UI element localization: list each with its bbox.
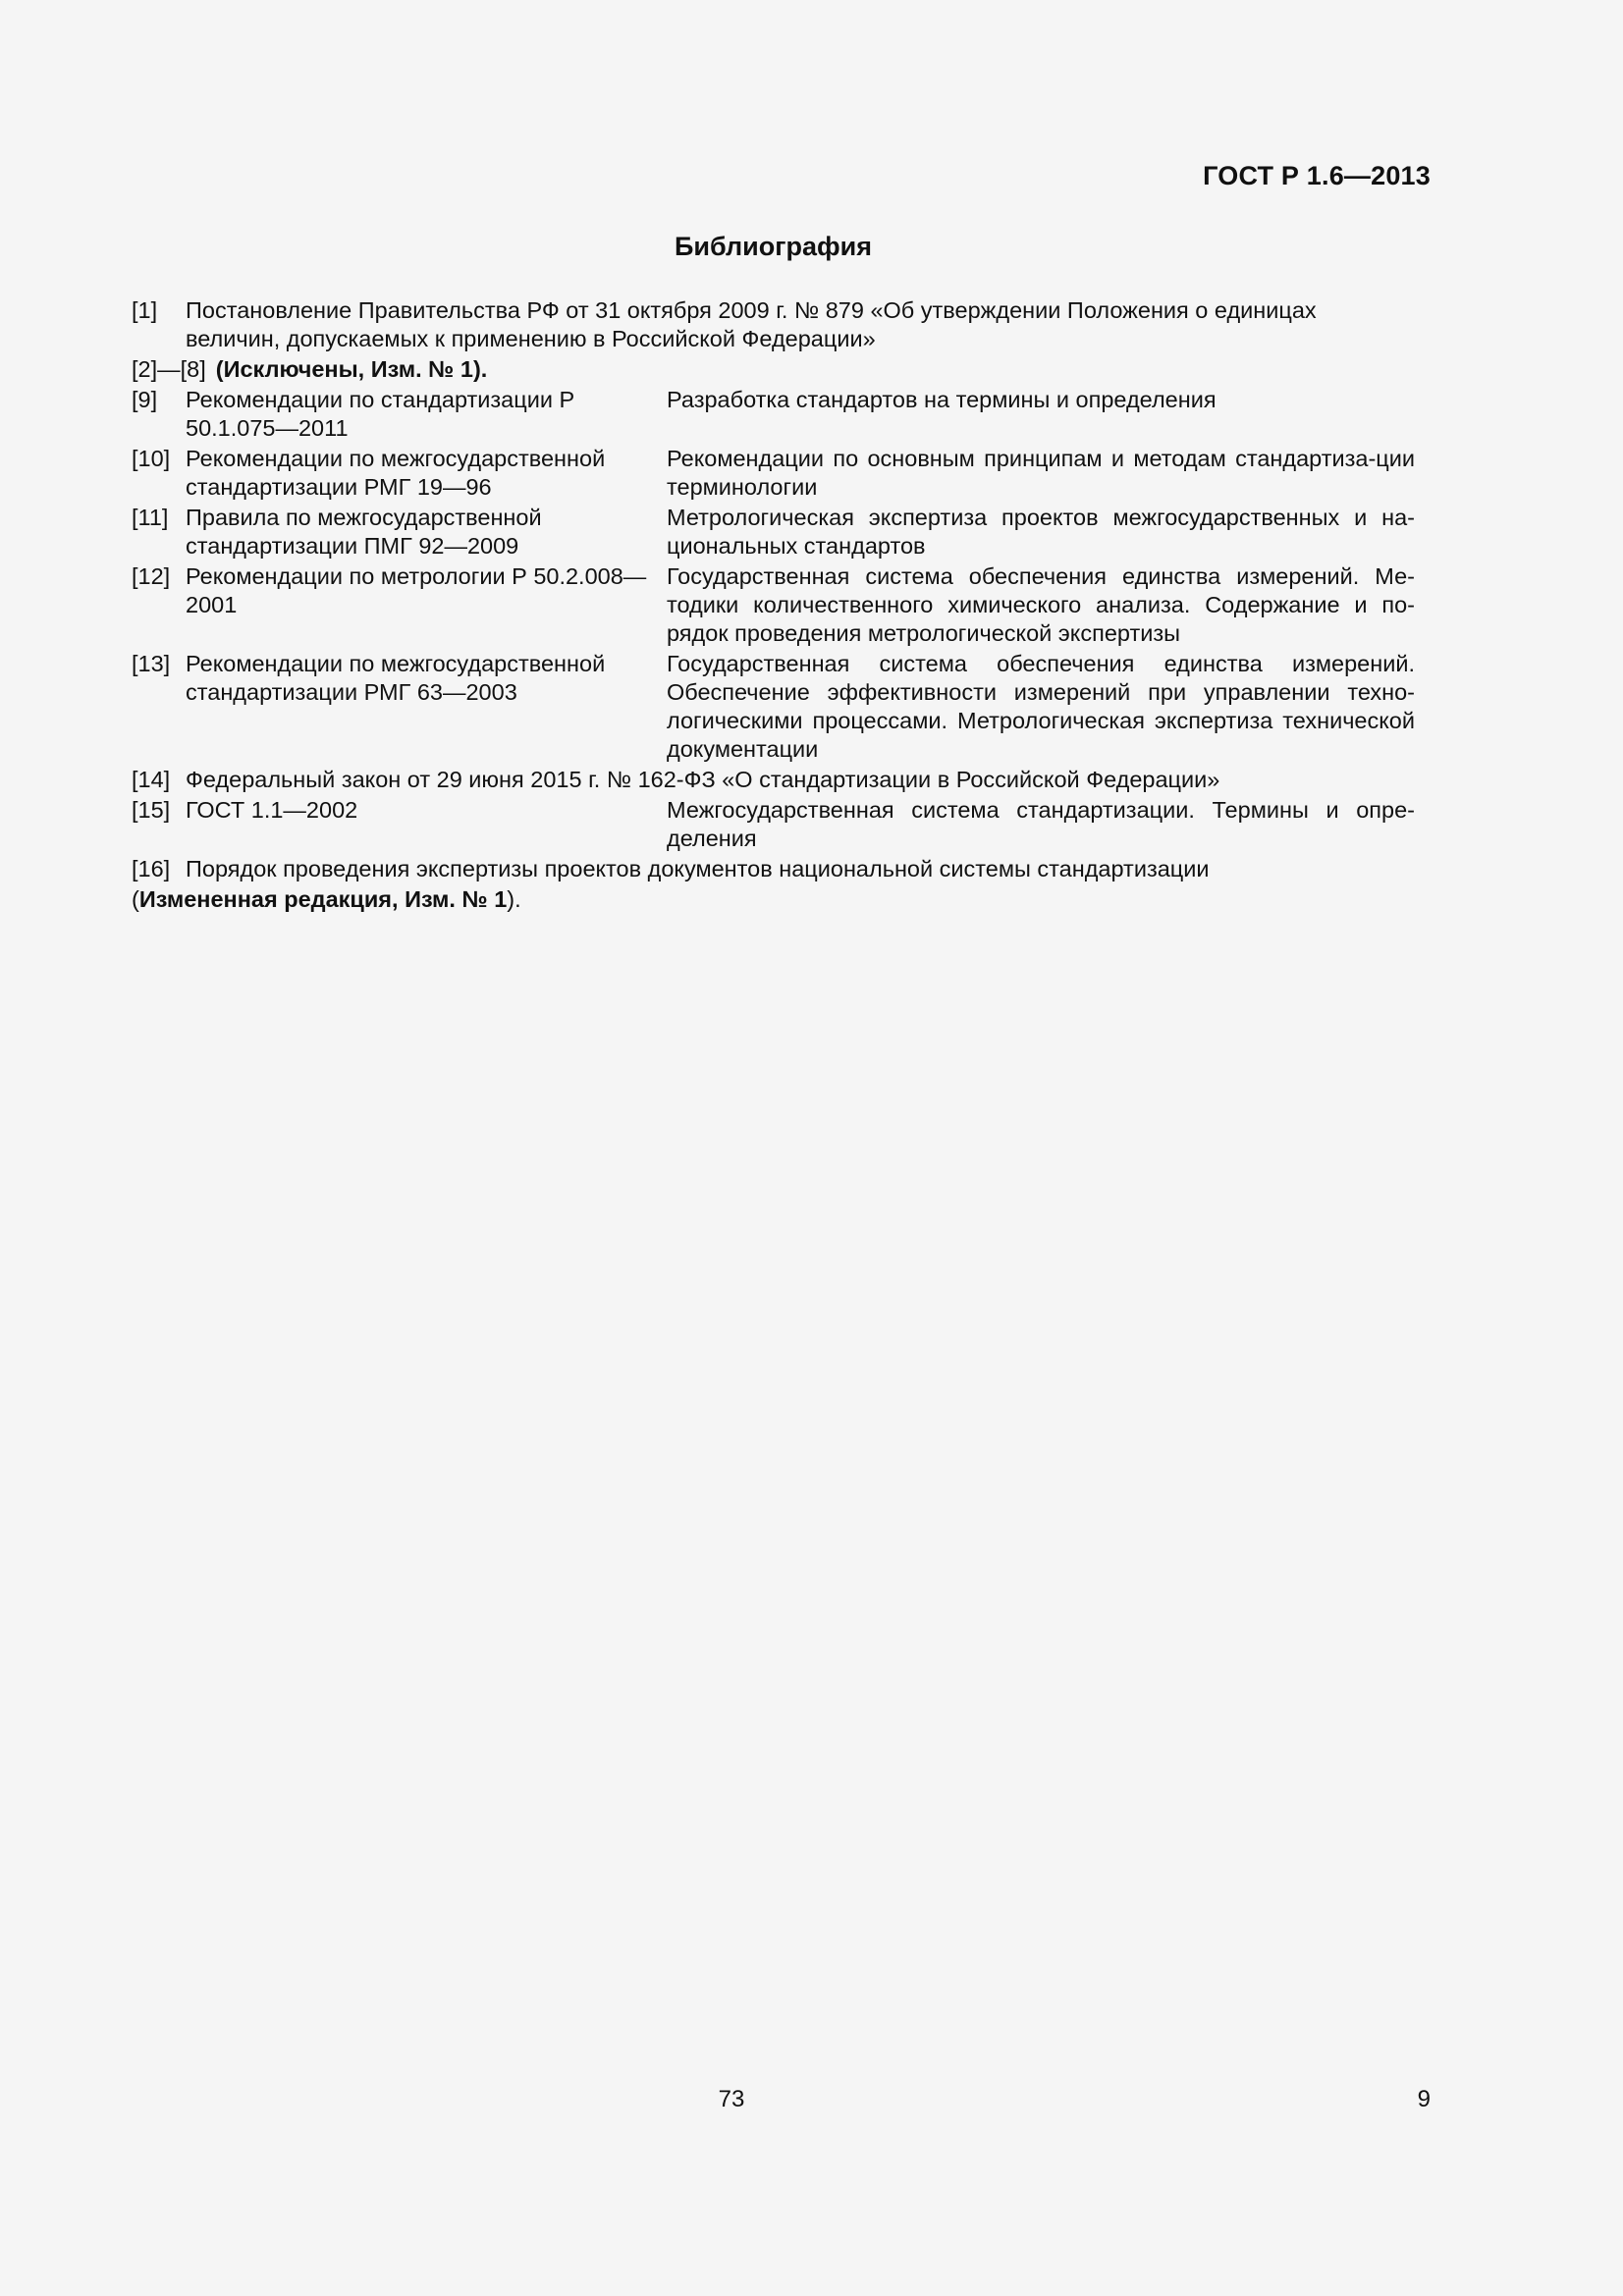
entry-number: [11] xyxy=(132,505,169,530)
entry-number: [10] xyxy=(132,446,171,471)
bibliography-heading: Библиография xyxy=(675,232,872,261)
entry-title: Разработка стандартов на термины и определения xyxy=(667,387,1217,412)
amendment-note-text: Измененная редакция, Изм. № 1 xyxy=(138,886,508,912)
entry-number: [15] xyxy=(132,797,171,823)
entry-title: Рекомендации по основным принципам и методам стандартиза-ции терминологии xyxy=(667,446,1415,500)
bibliography-entry-10 xyxy=(132,445,1415,502)
entry-designation: Рекомендации по метрологии Р 50.2.008—2001 xyxy=(186,563,647,617)
document-code: ГОСТ Р 1.6—2013 xyxy=(1203,161,1431,190)
bibliography-entry-16 xyxy=(132,855,1415,883)
entry-number: [12] xyxy=(132,563,171,589)
entry-number: [13] xyxy=(132,651,171,676)
entry-number: [9] xyxy=(132,387,158,412)
bibliography-entry-1 xyxy=(132,296,1415,353)
entry-number: [1] xyxy=(132,297,158,323)
amendment-note xyxy=(132,885,1415,914)
entry-designation: Правила по межгосударственной стандартизации ПМГ 92—2009 xyxy=(186,505,542,559)
entry-text: Постановление Правительства РФ от 31 октября 2009 г. № 879 «Об утверждении Положения о единицах величин, допускаемых к применению в Российской Федерации» xyxy=(186,297,1317,351)
amendment-note-close: ). xyxy=(507,886,521,912)
bibliography-entry-12 xyxy=(132,562,1415,648)
entry-text: Федеральный закон от 29 июня 2015 г. № 162-ФЗ «О стандартизации в Российской Федерации» xyxy=(186,767,1220,792)
entry-text: (Исключены, Изм. № 1). xyxy=(215,356,488,382)
bibliography-entry-13 xyxy=(132,650,1415,764)
entry-number: [16] xyxy=(132,856,171,881)
entry-designation: Рекомендации по межгосударственной стандартизации РМГ 19—96 xyxy=(186,446,606,500)
bibliography-entry-11 xyxy=(132,504,1415,561)
entry-title: Государственная система обеспечения единства измерений. Ме-тодики количественного химического анализа. Содержание и по-рядок проведения метрологической экспертизы xyxy=(667,563,1415,646)
entry-number: [2]—[8] xyxy=(132,356,206,382)
entry-title: Государственная система обеспечения единства измерений. Обеспечение эффективности измерений при управлении техно-логическими процессами. Метрологическая экспертиза технической документации xyxy=(667,651,1415,762)
entry-title: Межгосударственная система стандартизации. Термины и опре-деления xyxy=(667,797,1415,851)
page-number-center: 73 xyxy=(718,2086,745,2112)
bibliography-list xyxy=(132,296,1415,916)
entry-number: [14] xyxy=(132,767,171,792)
entry-designation: ГОСТ 1.1—2002 xyxy=(186,797,358,823)
amendment-note-open: ( xyxy=(132,886,139,912)
bibliography-entry-2-8 xyxy=(132,355,1415,384)
entry-designation: Рекомендации по стандартизации Р 50.1.075—2011 xyxy=(186,387,575,441)
page-number-right: 9 xyxy=(1417,2086,1431,2112)
entry-title: Метрологическая экспертиза проектов межгосударственных и на-циональных стандартов xyxy=(667,505,1415,559)
entry-text: Порядок проведения экспертизы проектов документов национальной системы стандартизации xyxy=(186,856,1210,881)
entry-designation: Рекомендации по межгосударственной стандартизации РМГ 63—2003 xyxy=(186,651,606,705)
bibliography-entry-14 xyxy=(132,766,1415,794)
bibliography-entry-15 xyxy=(132,796,1415,853)
bibliography-entry-9 xyxy=(132,386,1415,443)
